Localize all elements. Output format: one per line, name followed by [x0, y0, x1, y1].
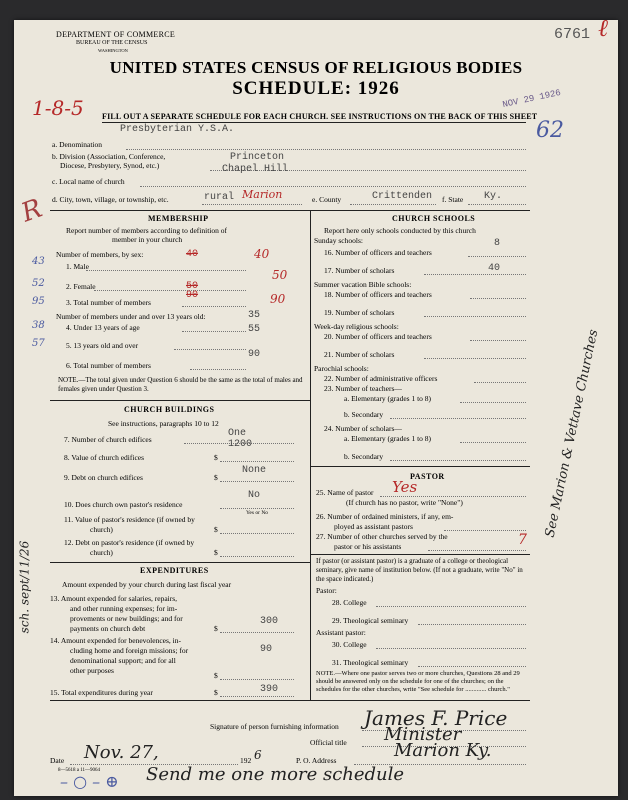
- q24b-label: b. Secondary: [344, 452, 384, 461]
- pastor-title: PASTOR: [410, 472, 445, 481]
- q9-typed: None: [242, 465, 267, 476]
- q23-label: 23. Number of teachers—: [324, 384, 402, 393]
- q13-label-4: payments on church debt: [70, 624, 146, 633]
- q3-typed: 90: [186, 290, 199, 301]
- q16-typed: 8: [494, 238, 501, 249]
- city-town-label: d. City, town, village, or township, etc.: [52, 195, 169, 204]
- q13-label-3: provements or new buildings; and for: [70, 614, 183, 623]
- q2-handwritten: 50: [272, 268, 288, 282]
- q24-label: 24. Number of scholars—: [324, 424, 402, 433]
- q27-handwritten: 7: [518, 532, 527, 548]
- state-label: f. State: [442, 195, 464, 204]
- bureau-label: BUREAU OF THE CENSUS: [76, 40, 148, 46]
- q6-label: 6. Total number of members: [66, 361, 151, 370]
- members-by-sex-label: Number of members, by sex:: [56, 250, 144, 259]
- dollar-sign: $: [214, 624, 218, 633]
- sunday-label: Sunday schools:: [314, 236, 363, 245]
- q13-label-2: and other running expenses; for im-: [70, 604, 178, 613]
- year-prefix: 192: [240, 756, 252, 765]
- handwritten-code: 62: [536, 118, 564, 143]
- signature-value: James F. Price: [364, 706, 508, 730]
- dollar-sign: $: [214, 453, 218, 462]
- q2-typed: 50: [186, 281, 199, 292]
- left-margin-note: sch. sept/11/26: [17, 540, 32, 634]
- denomination-label: a. Denomination: [52, 140, 102, 149]
- pastor-sub-label: Pastor:: [316, 586, 337, 595]
- q5-typed: 55: [248, 324, 261, 335]
- q14-label-4: other purposes: [70, 666, 114, 675]
- margin-mark: R: [17, 193, 47, 229]
- q12-label-2: church): [90, 548, 113, 557]
- schools-title: CHURCH SCHOOLS: [392, 214, 476, 223]
- state-value: Ky.: [484, 191, 503, 202]
- under-over-label: Number of members under and over 13 years old:: [56, 312, 206, 321]
- assistant-label: Assistant pastor:: [316, 628, 366, 637]
- q28-label: 28. College: [332, 598, 367, 607]
- q27-label: 27. Number of other churches served by the: [316, 532, 448, 541]
- local-name-value: Chapel Hill: [222, 164, 289, 175]
- q14-label: 14. Amount expended for benevolences, in-: [50, 636, 182, 645]
- yes-no-hint: Yes or No: [246, 510, 269, 516]
- date-value: Nov. 27,: [84, 742, 159, 763]
- q23a-label: a. Elementary (grades 1 to 8): [344, 394, 432, 403]
- q11-label-2: church): [90, 525, 113, 534]
- q6-typed: 90: [248, 349, 261, 360]
- q31-label: 31. Theological seminary: [332, 658, 409, 667]
- instruction-line: FILL OUT A SEPARATE SCHEDULE FOR EACH CHURCH. SEE INSTRUCTIONS ON THE BACK OF THIS SHEET: [102, 112, 538, 121]
- q29-label: 29. Theological seminary: [332, 616, 409, 625]
- q24a-label: a. Elementary (grades 1 to 8): [344, 434, 432, 443]
- q20-label: 20. Number of officers and teachers: [324, 332, 432, 341]
- dollar-sign: $: [214, 688, 218, 697]
- po-address-value: Marion Ky.: [394, 740, 492, 761]
- parochial-label: Parochial schools:: [314, 364, 369, 373]
- buildings-sub: See instructions, paragraphs 10 to 12: [108, 419, 219, 428]
- q30-label: 30. College: [332, 640, 367, 649]
- q26-label: 26. Number of ordained ministers, if any, em-: [316, 512, 454, 521]
- q7-typed: One: [228, 428, 247, 439]
- dollar-sign: $: [214, 525, 218, 534]
- q12-label: 12. Debt on pastor's residence (if owned by: [64, 538, 195, 547]
- county-label: e. County: [312, 195, 342, 204]
- q3-handwritten: 90: [270, 292, 286, 306]
- pastor-intro: If pastor (or assistant pastor) is a graduate of a college or theological seminary, give name of institution below. (If not a graduate, write "No" in the space indicated.): [316, 557, 523, 583]
- city-town-value: rural: [204, 192, 235, 203]
- local-name-label: c. Local name of church: [52, 177, 125, 186]
- received-stamp: NOV 29 1926: [501, 87, 562, 111]
- dollar-sign: $: [214, 473, 218, 482]
- expenditures-sub: Amount expended by your church during last fiscal year: [62, 580, 232, 589]
- form-title: UNITED STATES CENSUS OF RELIGIOUS BODIES: [109, 58, 523, 77]
- q8-label: 8. Value of church edifices: [64, 453, 145, 462]
- q4-typed: 35: [248, 310, 261, 321]
- census-schedule-sheet: [14, 20, 618, 796]
- membership-sub1: Report number of members according to definition of: [66, 226, 227, 235]
- right-margin-note: See Marion & Vettave Churches: [542, 328, 602, 539]
- department-label: DEPARTMENT OF COMMERCE: [56, 30, 176, 39]
- city-label: WASHINGTON: [98, 48, 128, 53]
- q13-label: 13. Amount expended for salaries, repairs,: [50, 594, 178, 603]
- q22-label: 22. Number of administrative officers: [324, 374, 438, 383]
- q17-typed: 40: [488, 263, 501, 274]
- pastor-note: NOTE.—Where one pastor serves two or more churches, Questions 28 and 29 should be answered only on the schedule for one of the churches; on the schedules for the other churches, write "See schedule for ............. church.": [316, 670, 520, 693]
- division-label-2: Diocese, Presbytery, Synod, etc.): [60, 161, 160, 170]
- division-label: b. Division (Association, Conference,: [52, 152, 166, 161]
- q9-label: 9. Debt on church edifices: [64, 473, 143, 482]
- q25-handwritten: Yes: [392, 478, 418, 496]
- membership-note: NOTE.—The total given under Question 6 should be the same as the total of males and females given under Question 3.: [58, 376, 303, 393]
- q1-handwritten: 40: [254, 247, 270, 261]
- q4-label: 4. Under 13 years of age: [66, 323, 140, 332]
- dollar-sign: $: [214, 548, 218, 557]
- q27-label-2: pastor or his assistants: [334, 542, 402, 551]
- margin-num-3: 95: [32, 296, 45, 307]
- membership-title: MEMBERSHIP: [148, 214, 209, 223]
- q26-label-2: ployed as assistant pastors: [334, 522, 413, 531]
- q8-typed: 1200: [228, 439, 253, 450]
- schools-sub: Report here only schools conducted by this church: [324, 226, 476, 235]
- q17-label: 17. Number of scholars: [324, 266, 395, 275]
- buildings-title: CHURCH BUILDINGS: [124, 405, 215, 414]
- margin-num-1: 43: [32, 256, 45, 267]
- schedule-title: SCHEDULE: 1926: [232, 78, 400, 99]
- q13-typed: 300: [260, 616, 279, 627]
- county-value: Crittenden: [372, 191, 433, 202]
- form-number: 8—5618 a 11—9064: [58, 768, 101, 773]
- date-label: Date: [50, 756, 65, 765]
- denomination-value: Presbyterian Y.S.A.: [120, 124, 235, 135]
- q3-label: 3. Total number of members: [66, 298, 151, 307]
- margin-num-5: 57: [32, 338, 45, 349]
- bottom-left-mark: – ○ – ⊕: [60, 772, 119, 791]
- q7-label: 7. Number of church edifices: [64, 435, 152, 444]
- corner-mark: ℓ: [598, 20, 608, 42]
- q14-label-3: denominational support; and for all: [70, 656, 176, 665]
- bottom-note: Send me one more schedule: [146, 764, 405, 785]
- signature-label: Signature of person furnishing information: [210, 722, 339, 731]
- city-town-handwritten: Marion: [242, 188, 283, 201]
- q1-label: 1. Male: [66, 262, 89, 271]
- q10-label: 10. Does church own pastor's residence: [64, 500, 183, 509]
- serial-number: 6761: [554, 26, 591, 43]
- dollar-sign: $: [214, 671, 218, 680]
- official-title-label: Official title: [310, 738, 347, 747]
- official-title-value: Minister: [384, 724, 462, 745]
- weekday-label: Week-day religious schools:: [314, 322, 399, 331]
- q14-label-2: cluding home and foreign missions; for: [70, 646, 189, 655]
- margin-num-4: 38: [32, 320, 45, 331]
- q2-label: 2. Female: [66, 282, 96, 291]
- year-value: 6: [254, 748, 262, 762]
- po-address-label: P. O. Address: [296, 756, 337, 765]
- expenditures-title: EXPENDITURES: [140, 566, 209, 575]
- q23b-label: b. Secondary: [344, 410, 384, 419]
- margin-num-2: 52: [32, 278, 45, 289]
- q15-label: 15. Total expenditures during year: [50, 688, 153, 697]
- q16-label: 16. Number of officers and teachers: [324, 248, 432, 257]
- q18-label: 18. Number of officers and teachers: [324, 290, 432, 299]
- q19-label: 19. Number of scholars: [324, 308, 395, 317]
- q15-typed: 390: [260, 684, 279, 695]
- q25-label: 25. Name of pastor: [316, 488, 374, 497]
- q5-label: 5. 13 years old and over: [66, 341, 139, 350]
- q25-sub: (If church has no pastor, write "None"): [346, 498, 463, 507]
- q21-label: 21. Number of scholars: [324, 350, 395, 359]
- q14-typed: 90: [260, 644, 273, 655]
- handwritten-date: 1-8-5: [32, 96, 84, 120]
- membership-sub2: member in your church: [112, 235, 183, 244]
- summer-label: Summer vacation Bible schools:: [314, 280, 412, 289]
- q10-typed: No: [248, 490, 261, 501]
- q1-typed: 40: [186, 249, 199, 260]
- division-value: Princeton: [230, 152, 285, 163]
- q11-label: 11. Value of pastor's residence (if owned by: [64, 515, 195, 524]
